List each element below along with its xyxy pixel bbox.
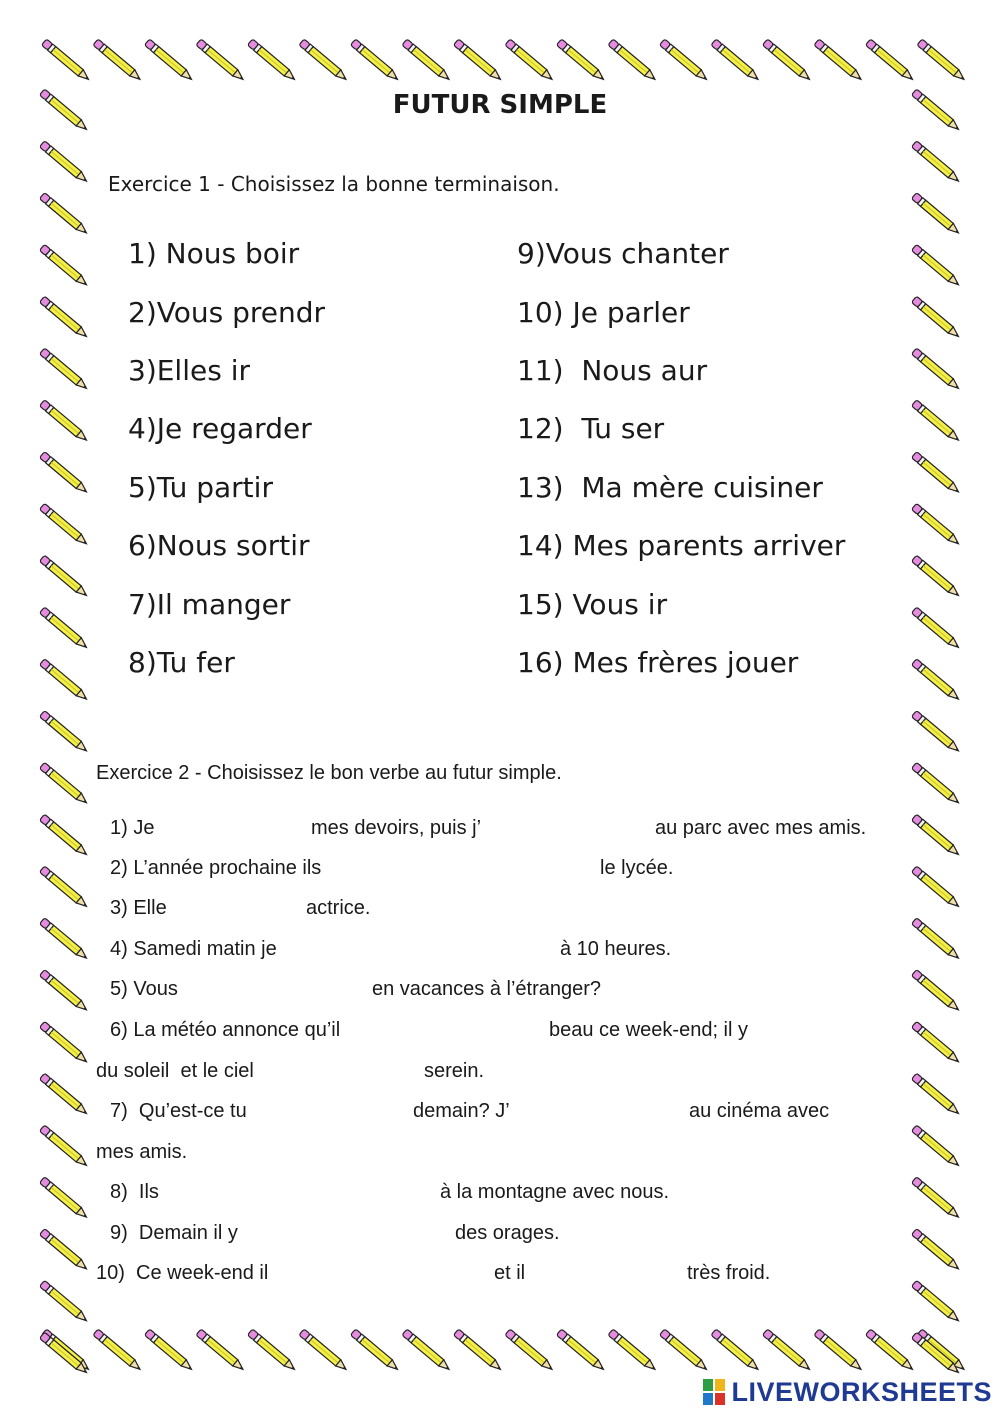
sentence-part: du soleil et le ciel — [96, 1060, 254, 1082]
sentence-part: à la montagne avec nous. — [440, 1181, 670, 1203]
pencil-icon — [39, 503, 89, 546]
exercise2-line — [0, 1261, 771, 1381]
pencil-icon — [911, 607, 961, 650]
pencil-icon — [350, 39, 400, 82]
pencil-icon — [505, 1329, 555, 1372]
brand-name: LIVEWORKSHEETS — [731, 1376, 992, 1407]
pencil-icon — [911, 1021, 961, 1064]
sentence-part: 5) Vous — [110, 978, 178, 1000]
pencil-icon — [39, 400, 89, 443]
sentence-part: 8) Ils — [110, 1181, 159, 1203]
pencil-icon — [39, 918, 89, 961]
pencil-icon — [39, 1021, 89, 1064]
pencil-icon — [659, 1329, 709, 1372]
pencil-icon — [814, 39, 864, 82]
pencil-icon — [865, 39, 915, 82]
pencil-icon — [911, 193, 961, 236]
pencil-icon — [608, 39, 658, 82]
sentence-part: demain? J’ — [413, 1100, 510, 1122]
pencil-icon — [911, 659, 961, 702]
pencil-icon — [196, 39, 246, 82]
sentence-part: 1) Je — [110, 817, 155, 839]
pencil-icon — [556, 39, 606, 82]
sentence-part: très froid. — [687, 1262, 771, 1284]
pencil-icon — [505, 39, 555, 82]
pencil-icon — [196, 1329, 246, 1372]
sentence-part: à 10 heures. — [560, 938, 672, 960]
sentence-part: mes amis. — [96, 1141, 188, 1163]
exercise1-item: 9)Vous chanter — [517, 237, 729, 270]
sentence-part: mes devoirs, puis j’ — [311, 817, 482, 839]
pencil-icon — [453, 1329, 503, 1372]
pencil-icon — [917, 1329, 967, 1372]
pencil-icon — [659, 39, 709, 82]
pencil-icon — [39, 762, 89, 805]
pencil-icon — [402, 1329, 452, 1372]
pencil-icon — [911, 452, 961, 495]
pencil-icon — [350, 1329, 400, 1372]
pencil-icon — [39, 607, 89, 650]
sentence-part: 6) La météo annonce qu’il — [110, 1019, 341, 1041]
pencil-icon — [608, 1329, 658, 1372]
exercise2-heading: Exercice 2 - Choisissez le bon verbe au futur simple. — [96, 762, 562, 784]
pencil-icon — [917, 39, 967, 82]
pencil-icon — [39, 193, 89, 236]
pencil-icon — [911, 918, 961, 961]
pencil-icon — [911, 1280, 961, 1323]
sentence-part: 2) L’année prochaine ils — [110, 857, 322, 879]
pencil-icon — [39, 141, 89, 184]
pencil-icon — [39, 970, 89, 1013]
pencil-icon — [39, 555, 89, 598]
sentence-part: beau ce week-end; il y — [549, 1019, 749, 1041]
exercise1-item: 13) Ma mère cuisiner — [517, 471, 823, 504]
pencil-icon — [402, 39, 452, 82]
sentence-part: serein. — [424, 1060, 485, 1082]
pencil-icon — [39, 1177, 89, 1220]
pencil-icon — [911, 348, 961, 391]
exercise1-item: 6)Nous sortir — [128, 529, 310, 562]
pencil-icon — [814, 1329, 864, 1372]
exercise1-item: 11) Nous aur — [517, 354, 708, 387]
sentence-part: en vacances à l’étranger? — [372, 978, 602, 1000]
pencil-icon — [762, 39, 812, 82]
pencil-icon — [39, 659, 89, 702]
sentence-part: 3) Elle — [110, 897, 167, 919]
sentence-part: au cinéma avec — [689, 1100, 830, 1122]
pencil-icon — [39, 348, 89, 391]
pencil-icon — [39, 866, 89, 909]
pencil-icon — [247, 1329, 297, 1372]
sentence-part: 7) Qu’est-ce tu — [110, 1100, 247, 1122]
pencil-icon — [247, 39, 297, 82]
sentence-part: et il — [494, 1262, 526, 1284]
exercise1-item: 16) Mes frères jouer — [517, 646, 799, 679]
sentence-part: au parc avec mes amis. — [655, 817, 867, 839]
exercise1-item: 4)Je regarder — [128, 412, 312, 445]
exercise1-item: 12) Tu ser — [517, 412, 665, 445]
pencil-icon — [39, 296, 89, 339]
page-title: FUTUR SIMPLE — [392, 90, 608, 120]
pencil-icon — [911, 1125, 961, 1168]
pencil-icon — [762, 1329, 812, 1372]
pencil-icon — [39, 711, 89, 754]
pencil-icon — [911, 711, 961, 754]
pencil-icon — [865, 1329, 915, 1372]
pencil-icon — [911, 141, 961, 184]
liveworksheets-brand[interactable] — [703, 1375, 992, 1409]
pencil-icon — [556, 1329, 606, 1372]
sentence-part: 10) Ce week-end il — [96, 1262, 269, 1284]
pencil-icon — [911, 866, 961, 909]
pencil-icon — [911, 814, 961, 857]
exercise1-item: 5)Tu partir — [128, 471, 273, 504]
pencil-icon — [911, 400, 961, 443]
pencil-icon — [911, 1229, 961, 1272]
pencil-icon — [39, 452, 89, 495]
exercise1-item: 10) Je parler — [517, 296, 690, 329]
sentence-part: actrice. — [306, 897, 371, 919]
pencil-icon — [93, 39, 143, 82]
pencil-icon — [299, 39, 349, 82]
pencil-icon — [93, 1329, 143, 1372]
exercise1-item: 15) Vous ir — [517, 588, 668, 621]
exercise1-item: 1) Nous boir — [128, 237, 300, 270]
exercise1-item: 14) Mes parents arriver — [517, 529, 846, 562]
pencil-icon — [911, 555, 961, 598]
pencil-icon — [299, 1329, 349, 1372]
pencil-icon — [39, 1332, 89, 1375]
pencil-icon — [911, 1332, 961, 1375]
exercise1-item: 2)Vous prendr — [128, 296, 326, 329]
pencil-icon — [39, 1229, 89, 1272]
sentence-part: le lycée. — [600, 857, 674, 879]
pencil-icon — [39, 1280, 89, 1323]
pencil-icon — [911, 970, 961, 1013]
pencil-icon — [39, 244, 89, 287]
pencil-icon — [711, 1329, 761, 1372]
exercise1-item: 3)Elles ir — [128, 354, 250, 387]
pencil-icon — [911, 762, 961, 805]
pencil-icon — [144, 1329, 194, 1372]
pencil-icon — [911, 244, 961, 287]
liveworksheets-logo-icon — [703, 1379, 725, 1405]
exercise1-heading: Exercice 1 - Choisissez la bonne terminaison. — [108, 172, 560, 196]
exercise1-item: 8)Tu fer — [128, 646, 235, 679]
sentence-part: 4) Samedi matin je — [110, 938, 277, 960]
pencil-icon — [911, 296, 961, 339]
sentence-part: des orages. — [455, 1222, 560, 1244]
pencil-icon — [39, 814, 89, 857]
pencil-icon — [911, 1177, 961, 1220]
pencil-icon — [453, 39, 503, 82]
pencil-icon — [144, 39, 194, 82]
pencil-icon — [711, 39, 761, 82]
exercise1-item: 7)Il manger — [128, 588, 291, 621]
pencil-icon — [911, 503, 961, 546]
pencil-icon — [911, 1073, 961, 1116]
pencil-icon — [41, 39, 91, 82]
pencil-icon — [39, 1125, 89, 1168]
pencil-icon — [39, 1073, 89, 1116]
sentence-part: 9) Demain il y — [110, 1222, 238, 1244]
